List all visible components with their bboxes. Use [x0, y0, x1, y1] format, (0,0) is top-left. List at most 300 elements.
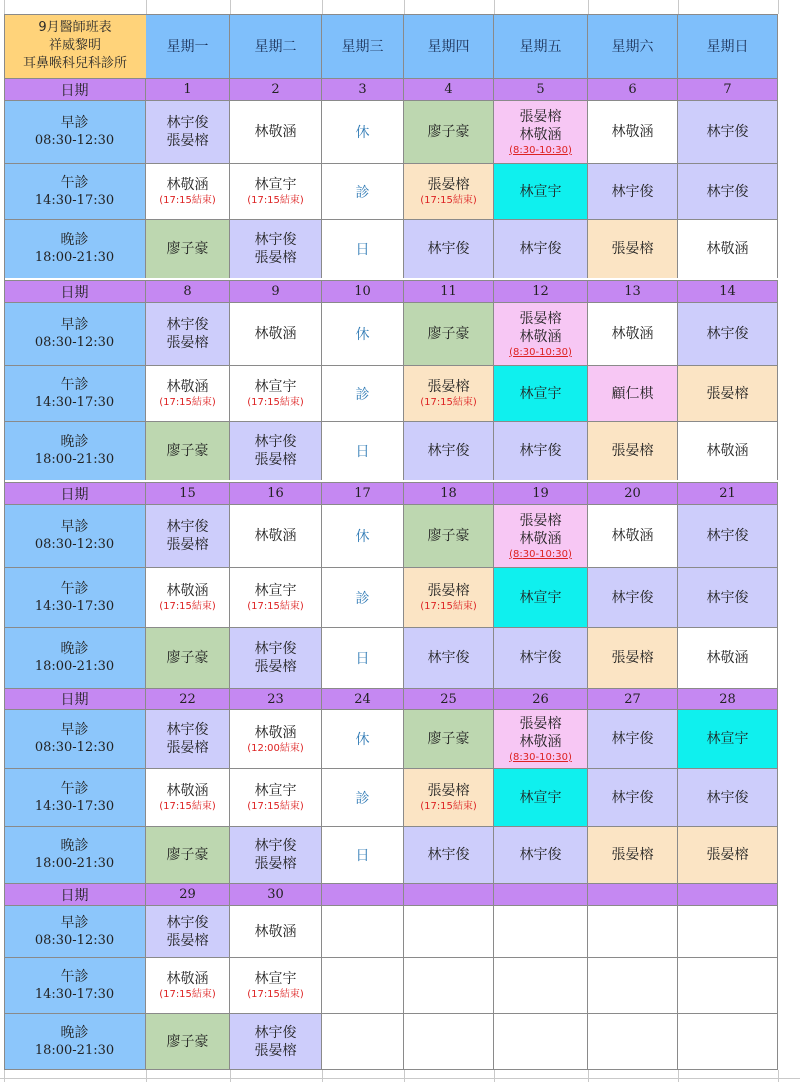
doctor-name: 張晏榕	[611, 650, 654, 666]
date-number: 3	[358, 82, 367, 97]
weekday-label: 星期六	[611, 39, 654, 55]
schedule-cell	[230, 905, 322, 957]
shift-label	[4, 365, 146, 421]
schedule-cell	[146, 905, 230, 957]
doctor-name: 林敬涵	[519, 126, 562, 143]
weekday-header	[322, 14, 404, 78]
date-number-cell	[494, 482, 588, 504]
schedule-cell	[146, 709, 230, 768]
doctor-name: 林宣宇	[254, 379, 297, 395]
date-number: 26	[532, 691, 549, 707]
doctor-name: 張晏榕	[254, 659, 297, 675]
shift-label	[4, 100, 146, 163]
schedule-cell	[494, 768, 588, 826]
schedule-cell	[146, 768, 230, 826]
time-note: (8:30-10:30)	[509, 346, 572, 358]
schedule-cell	[322, 768, 404, 826]
doctor-name: 林敬涵	[166, 971, 209, 987]
shift-label	[4, 709, 146, 768]
schedule-cell	[230, 219, 322, 278]
shift-name: 午診	[60, 174, 89, 191]
date-number-cell	[146, 688, 230, 709]
shift-time: 18:00-21:30	[34, 856, 115, 871]
shift-label	[4, 957, 146, 1013]
shift-name: 晚診	[60, 232, 89, 248]
doctor-name: 林敬涵	[254, 923, 297, 940]
shift-name: 午診	[60, 376, 89, 393]
schedule-cell	[322, 1013, 404, 1069]
doctor-name: 林宇俊	[706, 789, 749, 806]
doctor-name: 張晏榕	[611, 241, 654, 257]
doctor-name: 廖子豪	[166, 241, 209, 257]
date-label: 日期	[60, 82, 89, 99]
sheet-gridline	[230, 0, 231, 14]
date-number-cell	[494, 78, 588, 100]
date-number: 17	[354, 486, 371, 501]
schedule-cell	[494, 302, 588, 365]
doctor-name: 林宣宇	[519, 589, 562, 606]
doctor-name: 張晏榕	[427, 783, 470, 799]
schedule-cell	[588, 905, 678, 957]
doctor-name: 林敬涵	[166, 379, 209, 395]
doctor-name: 張晏榕	[427, 583, 470, 599]
doctor-name: 張晏榕	[254, 1042, 297, 1059]
title-line-3: 耳鼻喉科兒科診所	[22, 56, 127, 71]
shift-time: 08:30-12:30	[34, 537, 115, 552]
schedule-cell	[494, 1013, 588, 1069]
title-line-2: 祥威黎明	[48, 38, 101, 53]
schedule-cell	[230, 709, 322, 768]
doctor-name: 林宇俊	[427, 241, 470, 257]
doctor-name: 林宣宇	[254, 177, 297, 193]
shift-time: 18:00-21:30	[34, 250, 115, 265]
doctor-name: 廖子豪	[427, 124, 470, 140]
title-line-1: 9月醫師班表	[38, 20, 112, 35]
doctor-name: 林宇俊	[427, 650, 470, 666]
table-bottom-border	[4, 1069, 778, 1070]
date-number: 20	[624, 486, 641, 501]
time-note: (17:15結束)	[420, 397, 477, 408]
date-label: 日期	[60, 887, 89, 904]
date-number-cell	[494, 883, 588, 905]
doctor-name: 廖子豪	[427, 326, 470, 342]
shift-name: 午診	[60, 968, 89, 985]
shift-name: 早診	[60, 914, 89, 931]
schedule-cell	[588, 957, 678, 1013]
weekday-label: 星期一	[166, 39, 209, 55]
doctor-name: 林宇俊	[166, 317, 209, 333]
doctor-name: 林宇俊	[706, 528, 749, 544]
schedule-cell	[404, 1013, 494, 1069]
date-number: 8	[183, 284, 192, 299]
schedule-cell	[678, 709, 778, 768]
schedule-cell	[678, 826, 778, 883]
doctor-name: 林宣宇	[254, 583, 297, 599]
schedule-cell	[678, 768, 778, 826]
doctor-name: 張晏榕	[166, 335, 209, 351]
shift-label	[4, 302, 146, 365]
doctor-name: 林敬涵	[519, 328, 562, 345]
schedule-cell	[322, 100, 404, 163]
date-number: 21	[719, 486, 736, 501]
shift-name: 晚診	[60, 641, 89, 657]
shift-label	[4, 627, 146, 688]
doctor-name: 林敬涵	[254, 326, 297, 342]
date-label: 日期	[60, 692, 89, 708]
doctor-name: 林宇俊	[706, 326, 749, 342]
doctor-name: 林敬涵	[166, 583, 209, 599]
sheet-gridline	[588, 1070, 589, 1082]
doctor-name: 林宇俊	[254, 838, 297, 854]
schedule-cell	[494, 504, 588, 567]
doctor-name: 張晏榕	[611, 443, 654, 459]
date-number-cell	[404, 78, 494, 100]
schedule-cell	[404, 957, 494, 1013]
shift-label	[4, 768, 146, 826]
doctor-name: 張晏榕	[427, 177, 470, 193]
schedule-cell	[678, 163, 778, 219]
shift-name: 午診	[60, 780, 89, 797]
schedule-cell	[230, 1013, 322, 1069]
shift-name: 晚診	[60, 1024, 89, 1041]
sheet-gridline	[494, 1070, 495, 1082]
date-number-cell	[588, 688, 678, 709]
shift-time: 14:30-17:30	[34, 192, 115, 208]
schedule-cell	[588, 163, 678, 219]
shift-name: 午診	[60, 580, 89, 597]
shift-label	[4, 163, 146, 219]
schedule-cell	[322, 826, 404, 883]
date-number-cell	[230, 688, 322, 709]
date-number: 23	[267, 691, 284, 707]
schedule-cell	[588, 768, 678, 826]
shift-name: 晚診	[60, 838, 89, 854]
date-number-cell	[494, 688, 588, 709]
doctor-name: 張晏榕	[254, 856, 297, 872]
shift-time: 08:30-12:30	[34, 335, 115, 350]
doctor-name: 林宇俊	[611, 183, 654, 200]
schedule-cell	[678, 421, 778, 480]
doctor-name: 林宇俊	[166, 115, 209, 131]
schedule-cell	[404, 768, 494, 826]
doctor-name: 林宇俊	[706, 183, 749, 200]
date-number-cell	[678, 482, 778, 504]
date-number: 22	[179, 691, 196, 707]
date-label: 日期	[60, 486, 89, 503]
sheet-gridline	[588, 0, 589, 14]
schedule-cell	[146, 504, 230, 567]
date-number: 12	[532, 284, 549, 299]
schedule-cell	[588, 365, 678, 421]
date-number: 19	[532, 486, 549, 501]
doctor-name: 林宇俊	[427, 443, 470, 459]
doctor-name: 林宇俊	[254, 641, 297, 657]
schedule-cell	[322, 421, 404, 480]
doctor-name: 廖子豪	[427, 731, 470, 747]
shift-name: 早診	[60, 317, 89, 333]
doctor-name: 林敬涵	[519, 530, 562, 547]
schedule-cell	[494, 365, 588, 421]
date-number: 28	[719, 691, 736, 707]
date-number: 18	[440, 486, 457, 501]
date-number-cell	[678, 883, 778, 905]
time-note: (8:30-10:30)	[509, 144, 572, 156]
date-bar-label	[4, 688, 146, 709]
schedule-cell	[146, 219, 230, 278]
schedule-cell	[230, 100, 322, 163]
doctor-name: 張晏榕	[427, 379, 470, 395]
time-note: (17:15結束)	[247, 989, 304, 1000]
doctor-name: 張晏榕	[706, 385, 749, 402]
schedule-cell	[322, 957, 404, 1013]
schedule-cell	[678, 957, 778, 1013]
schedule-cell	[146, 567, 230, 627]
schedule-cell	[146, 421, 230, 480]
doctor-name: 張晏榕	[254, 250, 297, 266]
doctor-name: 廖子豪	[166, 847, 209, 863]
shift-time: 08:30-12:30	[34, 932, 115, 948]
closed-marker: 診	[355, 590, 370, 607]
schedule-cell	[146, 957, 230, 1013]
schedule-cell	[494, 163, 588, 219]
date-number-cell	[230, 883, 322, 905]
date-number-cell	[404, 883, 494, 905]
schedule-cell	[494, 905, 588, 957]
time-note: (17:15結束)	[420, 601, 477, 612]
schedule-cell	[322, 567, 404, 627]
date-number-cell	[678, 78, 778, 100]
date-number-cell	[322, 883, 404, 905]
doctor-name: 林宇俊	[611, 589, 654, 606]
schedule-cell	[322, 163, 404, 219]
date-number: 29	[179, 887, 196, 902]
schedule-cell	[230, 826, 322, 883]
weekday-label: 星期三	[341, 39, 384, 55]
time-note: (8:30-10:30)	[509, 751, 572, 763]
schedule-cell	[322, 302, 404, 365]
date-number: 5	[536, 82, 545, 97]
date-number: 2	[271, 82, 280, 97]
time-note: (17:15結束)	[159, 195, 216, 206]
sheet-gridline	[778, 1070, 779, 1082]
date-number: 6	[628, 82, 637, 97]
schedule-cell	[230, 365, 322, 421]
doctor-name: 林敬涵	[254, 124, 297, 140]
schedule-cell	[404, 567, 494, 627]
schedule-cell	[322, 905, 404, 957]
doctor-name: 林宣宇	[254, 971, 297, 987]
schedule-cell	[230, 163, 322, 219]
time-note: (17:15結束)	[247, 397, 304, 408]
doctor-name: 林宣宇	[254, 783, 297, 799]
date-number-cell	[230, 280, 322, 302]
date-number-cell	[322, 78, 404, 100]
shift-label	[4, 219, 146, 278]
schedule-cell	[588, 567, 678, 627]
sheet-gridline	[404, 0, 405, 14]
schedule-cell	[322, 504, 404, 567]
schedule-cell	[404, 219, 494, 278]
date-number: 1	[183, 82, 192, 97]
doctor-name: 林宣宇	[519, 183, 562, 200]
weekday-header	[230, 14, 322, 78]
weekday-label: 星期日	[706, 39, 749, 55]
schedule-cell	[230, 567, 322, 627]
date-number: 4	[444, 82, 453, 97]
doctor-name: 林宇俊	[706, 589, 749, 606]
schedule-cell	[404, 365, 494, 421]
schedule-title	[4, 14, 146, 78]
schedule-cell	[678, 365, 778, 421]
doctor-name: 林宣宇	[706, 731, 749, 747]
sheet-gridline	[0, 1078, 800, 1079]
schedule-cell	[678, 302, 778, 365]
date-number-cell	[404, 482, 494, 504]
weekday-header	[146, 14, 230, 78]
shift-label	[4, 567, 146, 627]
schedule-cell	[404, 709, 494, 768]
sheet-gridline	[778, 0, 779, 14]
sheet-gridline	[678, 0, 679, 14]
shift-time: 08:30-12:30	[34, 740, 115, 755]
time-note: (17:15結束)	[247, 195, 304, 206]
schedule-cell	[322, 219, 404, 278]
date-number: 7	[723, 82, 732, 97]
doctor-name: 廖子豪	[166, 1033, 209, 1050]
schedule-cell	[588, 421, 678, 480]
date-bar-label	[4, 883, 146, 905]
date-number-cell	[588, 883, 678, 905]
closed-marker: 休	[355, 125, 370, 141]
schedule-cell	[230, 957, 322, 1013]
schedule-cell	[146, 1013, 230, 1069]
doctor-name: 張晏榕	[166, 537, 209, 553]
date-number-cell	[322, 688, 404, 709]
schedule-cell	[146, 365, 230, 421]
weekday-label: 星期四	[427, 39, 470, 55]
schedule-cell	[322, 627, 404, 688]
shift-label	[4, 905, 146, 957]
doctor-name: 林宇俊	[166, 722, 209, 738]
date-number-cell	[230, 78, 322, 100]
doctor-name: 林宇俊	[254, 1024, 297, 1041]
schedule-cell	[404, 163, 494, 219]
doctor-name: 林宇俊	[254, 232, 297, 248]
date-number-cell	[146, 482, 230, 504]
schedule-cell	[494, 421, 588, 480]
shift-time: 18:00-21:30	[34, 659, 115, 674]
schedule-cell	[678, 504, 778, 567]
date-number-cell	[588, 482, 678, 504]
doctor-name: 林敬涵	[706, 650, 749, 666]
date-number: 25	[440, 691, 457, 707]
date-number: 9	[271, 284, 280, 299]
date-number-cell	[322, 482, 404, 504]
schedule-cell	[146, 163, 230, 219]
schedule-cell	[494, 100, 588, 163]
time-note: (17:15結束)	[159, 601, 216, 612]
date-bar-label	[4, 280, 146, 302]
doctor-name: 林宇俊	[706, 124, 749, 140]
doctor-name: 林敬涵	[166, 177, 209, 193]
schedule-cell	[494, 567, 588, 627]
date-number-cell	[230, 482, 322, 504]
sheet-gridline	[146, 0, 147, 14]
doctor-name: 張晏榕	[166, 133, 209, 149]
doctor-name: 林敬涵	[254, 724, 297, 741]
shift-name: 早診	[60, 722, 89, 738]
schedule-cell	[588, 627, 678, 688]
schedule-cell	[404, 504, 494, 567]
date-label: 日期	[60, 284, 89, 301]
doctor-name: 廖子豪	[427, 528, 470, 544]
doctor-name: 林敬涵	[611, 528, 654, 544]
schedule-cell	[588, 100, 678, 163]
date-number: 11	[440, 284, 457, 299]
doctor-name: 林敬涵	[519, 733, 562, 750]
date-number-cell	[146, 280, 230, 302]
schedule-cell	[494, 627, 588, 688]
date-number: 24	[354, 691, 371, 707]
doctor-name: 張晏榕	[519, 512, 562, 529]
schedule-cell	[230, 421, 322, 480]
doctor-name: 林宇俊	[519, 443, 562, 459]
closed-marker: 診	[355, 184, 370, 201]
doctor-name: 顧仁棋	[611, 385, 654, 402]
weekday-header	[404, 14, 494, 78]
doctor-name: 張晏榕	[519, 108, 562, 125]
schedule-cell	[146, 627, 230, 688]
shift-time: 18:00-21:30	[34, 452, 115, 467]
date-bar-label	[4, 482, 146, 504]
schedule-cell	[588, 826, 678, 883]
doctor-name: 林敬涵	[166, 783, 209, 799]
sheet-gridline	[322, 1070, 323, 1082]
doctor-name: 張晏榕	[166, 740, 209, 756]
shift-label	[4, 421, 146, 480]
weekday-header	[494, 14, 588, 78]
table-top-border	[4, 14, 778, 15]
doctor-name: 林宇俊	[166, 519, 209, 535]
shift-time: 18:00-21:30	[34, 1042, 115, 1058]
time-note: (17:15結束)	[247, 601, 304, 612]
date-number: 30	[267, 887, 284, 902]
schedule-cell	[678, 905, 778, 957]
schedule-cell	[146, 826, 230, 883]
date-number: 13	[624, 284, 641, 299]
doctor-name: 林宇俊	[519, 650, 562, 666]
schedule-cell	[404, 421, 494, 480]
schedule-cell	[588, 1013, 678, 1069]
shift-label	[4, 504, 146, 567]
time-note: (17:15結束)	[159, 989, 216, 1000]
closed-marker: 日	[355, 444, 370, 460]
closed-marker: 日	[355, 242, 370, 258]
date-number-cell	[678, 688, 778, 709]
time-note: (17:15結束)	[159, 397, 216, 408]
time-note: (8:30-10:30)	[509, 548, 572, 560]
schedule-cell	[322, 709, 404, 768]
doctor-name: 林宣宇	[519, 385, 562, 402]
date-number-cell	[404, 688, 494, 709]
weekday-label: 星期二	[254, 39, 297, 55]
doctor-name: 張晏榕	[519, 310, 562, 327]
schedule-cell	[404, 627, 494, 688]
schedule-cell	[230, 302, 322, 365]
shift-time: 08:30-12:30	[34, 133, 115, 148]
doctor-name: 張晏榕	[706, 847, 749, 863]
schedule-cell	[588, 302, 678, 365]
